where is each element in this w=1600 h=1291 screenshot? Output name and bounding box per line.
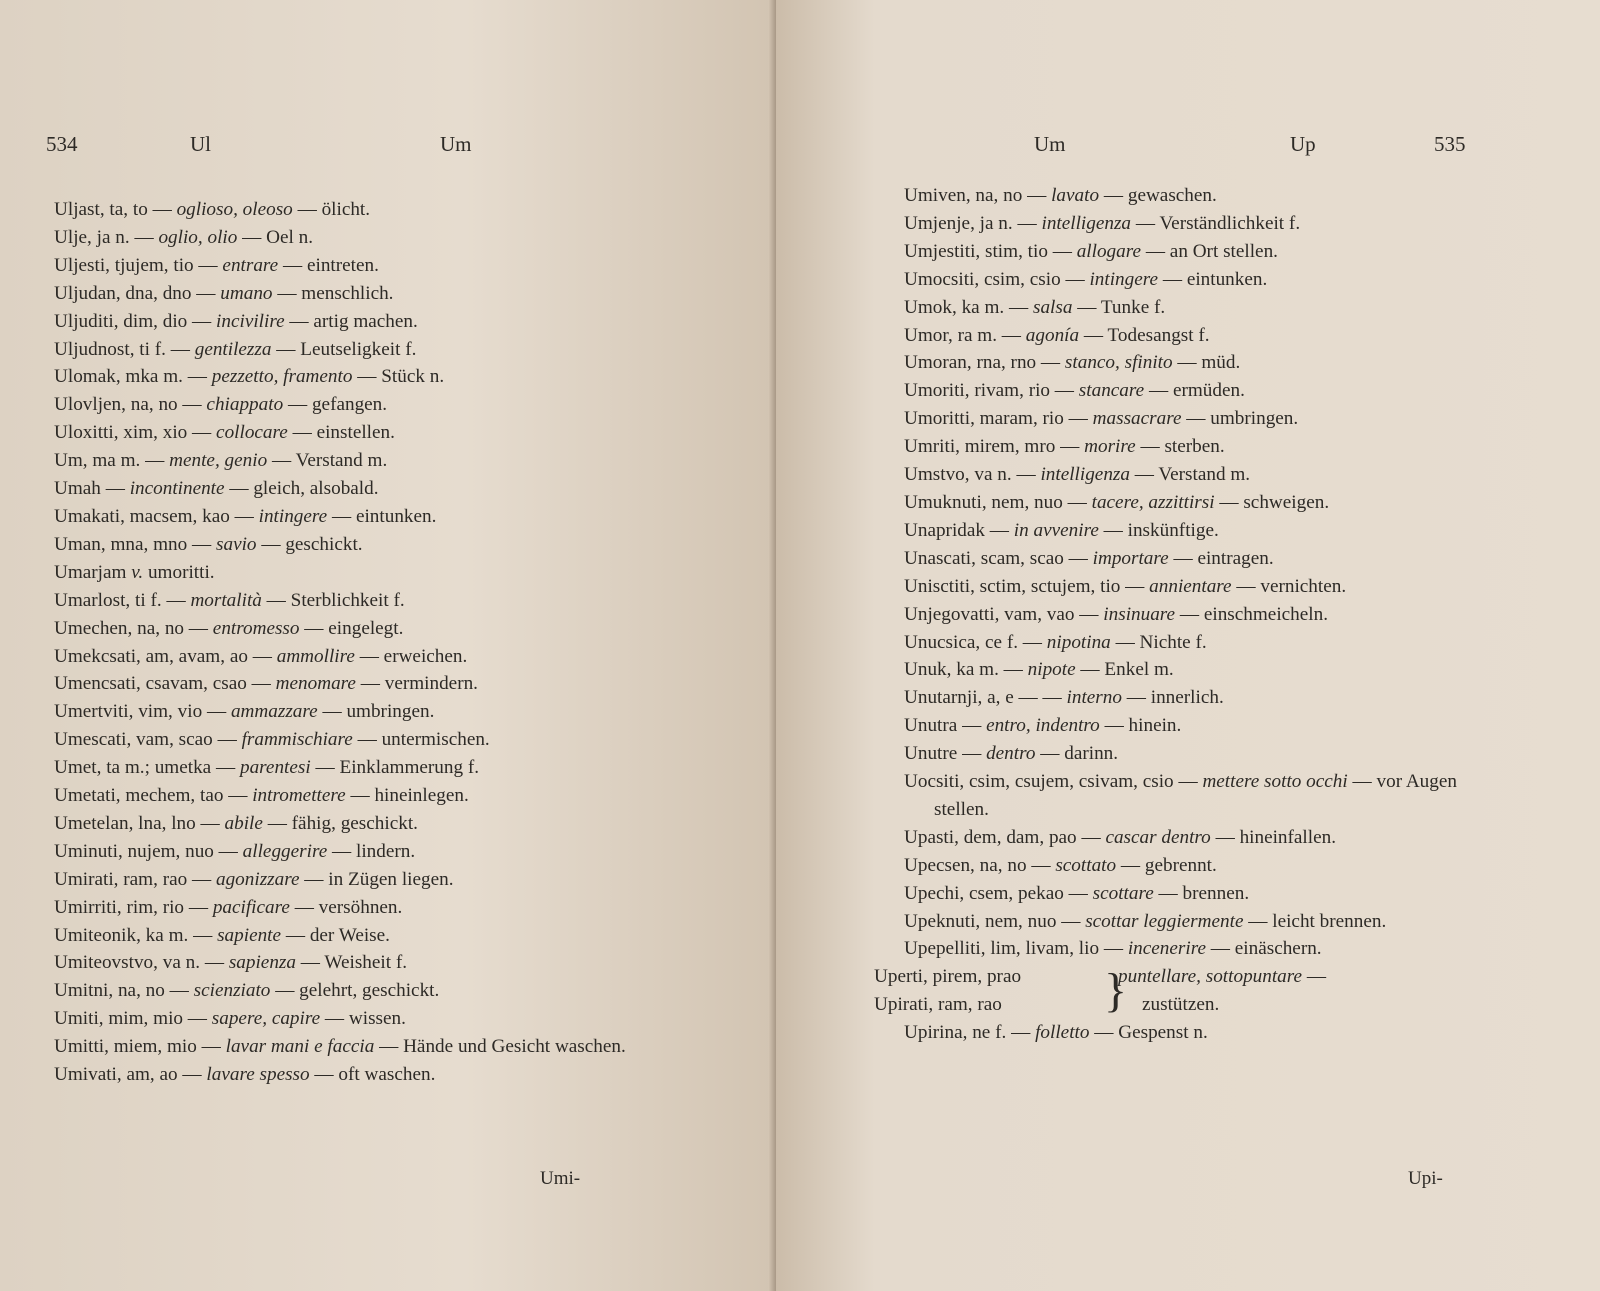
german-gloss: — in Zügen liegen. [304,868,454,890]
dictionary-entry [54,196,644,224]
headword: Umitni, na, no — [54,980,189,1002]
german-gloss: — hineinlegen. [350,785,469,807]
dictionary-entry [54,838,644,866]
headword: Uljudnost, ti f. — [54,338,190,360]
dictionary-entry [54,475,644,503]
italian-gloss: oglioso, oleoso [176,199,293,220]
headword: Umoriti, rivam, rio — [904,380,1074,402]
german-gloss: — eingelegt. [304,617,404,639]
german-gloss: — eintunken. [1162,268,1268,290]
left-entry-list [54,196,644,1089]
headword: Um, ma m. — [54,450,165,472]
italian-gloss: massacrare [1092,408,1182,430]
dictionary-entry [904,908,1486,936]
german-gloss: — gebrennt. [1120,854,1217,876]
headword: Uminuti, nujem, nuo — [54,840,238,862]
italian-gloss: entro, indentro [986,715,1100,737]
headword: Umechen, na, no — [54,617,208,639]
headword: Umriti, mirem, mro — [904,436,1080,458]
headword: Upasti, dem, dam, pao — [904,826,1101,848]
german-gloss: — einstellen. [292,422,395,444]
dictionary-entry [54,643,644,671]
right-page [776,0,1600,1291]
brace-icon: } [1104,964,1128,1018]
italian-gloss: lavare spesso [206,1064,310,1086]
italian-gloss: puntellare, sottopuntare [1118,966,1303,988]
german-gloss: — innerlich. [1126,687,1224,709]
italian-gloss: intelligenza [1040,464,1130,486]
italian-gloss: entromesso [212,617,300,639]
german-gloss: — Verstand m. [271,450,388,472]
german-gloss: — untermischen. [357,729,490,751]
dictionary-entry [54,866,644,894]
german-gloss: zustützen. [1142,994,1220,1016]
italian-gloss: nipote [1027,659,1076,681]
german-gloss: — Gespenst n. [1094,1022,1208,1044]
german-gloss: — gelehrt, geschickt. [275,980,440,1002]
italian-gloss: v. [131,561,144,583]
german-gloss: — versöhnen. [294,896,403,918]
headword: Uman, mna, mno — [54,533,212,555]
italian-gloss: lavar mani e faccia [225,1036,375,1058]
headword: Unascati, scam, scao — [904,547,1088,569]
german-gloss: — ölicht. [297,199,371,220]
headword: Umok, ka m. — [904,296,1029,318]
brace-group [874,963,1486,1019]
headword: Ulje, ja n. — [54,226,154,248]
dictionary-entry [54,1061,644,1089]
german-gloss: — Weisheit f. [300,952,408,974]
headword: Umstvo, va n. — [904,464,1036,486]
italian-gloss: gentilezza [194,338,272,360]
headword: Upecsen, na, no — [904,854,1051,876]
italian-gloss: scienziato [193,980,271,1002]
italian-gloss: intelligenza [1041,212,1132,234]
german-gloss: — einäschern. [1210,938,1322,960]
german-gloss: — einschmeicheln. [1179,603,1328,625]
german-gloss: — müd. [1177,352,1241,374]
german-gloss: — umbringen. [1186,408,1299,430]
headword: Umarlost, ti f. — [54,589,186,611]
italian-gloss: ammollire [276,645,355,667]
german-gloss: — Oel n. [242,226,314,248]
dictionary-entry [904,1019,1486,1047]
catchword: Umi- [540,1168,581,1189]
italian-gloss: interno [1066,687,1122,709]
dictionary-entry [54,922,644,950]
german-gloss: — darinn. [1040,743,1119,765]
headword: Uljudan, dna, dno — [54,282,216,304]
right-entry-list [874,182,1486,1047]
headword: Unapridak — [904,519,1009,541]
headword: Upechi, csem, pekao — [904,882,1088,904]
running-head-left: Ul [190,132,211,156]
dictionary-entry [904,405,1486,433]
headword: Umor, ra m. — [904,324,1021,346]
headword: Unuk, ka m. — [904,659,1023,681]
italian-gloss: scottare [1092,882,1154,904]
italian-gloss: savio [216,533,257,555]
headword: Unisctiti, sctim, sctujem, tio — [904,575,1145,597]
dictionary-entry [54,503,644,531]
headword: Umet, ta m.; umetka — [54,757,236,779]
german-gloss: — gewaschen. [1103,185,1217,206]
headword: Unucsica, ce f. — [904,631,1042,653]
headword: Unjegovatti, vam, vao — [904,603,1099,625]
headword: Umetati, mechem, tao — [54,785,248,807]
german-gloss: — vernichten. [1236,575,1347,597]
german-gloss: umoritti. [147,561,215,583]
dictionary-entry [904,824,1486,852]
italian-gloss: agonía [1025,324,1080,346]
italian-gloss: in avvenire [1013,519,1099,541]
headword: Umocsiti, csim, csio — [904,268,1085,290]
italian-gloss: pezzetto, framento [211,366,353,388]
headword: Upepelliti, lim, livam, lio — [904,938,1124,960]
headword: Umoritti, maram, rio — [904,408,1088,430]
dictionary-entry [874,963,1486,991]
italian-gloss: collocare [216,422,288,444]
german-gloss: — leicht brennen. [1248,910,1387,932]
german-gloss: — vermindern. [360,673,478,695]
german-gloss: — hineinfallen. [1215,826,1336,848]
dictionary-entry [54,754,644,782]
headword: Uperti, pirem, prao [874,966,1022,988]
italian-gloss: stancare [1078,380,1145,402]
german-gloss: — Tunke f. [1077,296,1166,318]
dictionary-entry [54,419,644,447]
italian-gloss: dentro [986,743,1036,765]
german-gloss: — Leutseligkeit f. [276,338,417,360]
dictionary-entry [54,336,644,364]
dictionary-entry [54,280,644,308]
italian-gloss: tacere, azzittirsi [1091,491,1215,513]
german-gloss: — Verständlichkeit f. [1135,212,1301,234]
headword: Umjenje, ja n. — [904,212,1037,234]
left-page [0,0,775,1291]
headword: Umekcsati, am, avam, ao — [54,645,272,667]
dictionary-entry [904,712,1486,740]
german-gloss: — eintragen. [1173,547,1274,569]
italian-gloss: allogare [1076,240,1142,262]
dictionary-entry [904,601,1486,629]
german-gloss: — eintunken. [331,505,437,527]
italian-gloss: parentesi [239,757,311,779]
dictionary-entry [904,880,1486,908]
italian-gloss: umano [220,282,273,304]
dictionary-entry [904,545,1486,573]
dictionary-entry [54,615,644,643]
italian-gloss: menomare [275,673,356,695]
italian-gloss: intingere [258,505,328,527]
headword: Umivati, am, ao — [54,1064,202,1086]
italian-gloss: incontinente [129,478,225,500]
dictionary-entry [874,991,1486,1019]
german-gloss: — der Weise. [285,924,390,946]
headword: Umirati, ram, rao — [54,868,212,890]
dictionary-entry [54,224,644,252]
italian-gloss: mortalità [190,589,262,611]
dictionary-entry [904,573,1486,601]
italian-gloss: incivilire [216,310,285,332]
italian-gloss: chiappato [206,394,284,416]
dictionary-entry [904,656,1486,684]
dictionary-entry [904,377,1486,405]
dictionary-entry [54,252,644,280]
headword: Unutre — [904,743,982,765]
german-gloss: — inskünftige. [1103,519,1219,541]
dictionary-entry [904,238,1486,266]
italian-gloss: intingere [1089,268,1159,290]
german-gloss: — geschickt. [261,533,363,555]
italian-gloss: scottar leggiermente [1085,910,1244,932]
german-gloss: — ermüden. [1148,380,1245,402]
german-gloss: — umbringen. [322,701,435,723]
headword: Umiteovstvo, va n. — [54,952,225,974]
italian-gloss: stanco, sfinito [1064,352,1173,374]
headword: Umescati, vam, scao — [54,729,237,751]
headword: Uloxitti, xim, xio — [54,422,212,444]
dictionary-entry [54,391,644,419]
german-gloss: — Todesangst f. [1083,324,1210,346]
italian-gloss: morire [1084,436,1136,458]
headword: Umencsati, csavam, csao — [54,673,271,695]
headword: Umetelan, lna, lno — [54,812,220,834]
italian-gloss: alleggerire [242,840,328,862]
italian-gloss: intromettere [252,785,346,807]
german-gloss: — hinein. [1104,715,1182,737]
headword: Uljast, ta, to — [54,199,172,220]
page-number: 534 [46,132,78,156]
headword: Umirriti, rim, rio — [54,896,209,918]
italian-gloss: lavato [1051,185,1100,206]
italian-gloss: mente, genio [169,450,268,472]
headword: Umah — [54,478,125,500]
italian-gloss: cascar dentro [1105,826,1211,848]
italian-gloss: sapienza [228,952,296,974]
italian-gloss: mettere sotto occhi [1202,771,1348,793]
italian-gloss: incenerire [1127,938,1206,960]
german-gloss: — Hände und Gesicht waschen. [379,1036,626,1058]
dictionary-entry [904,433,1486,461]
german-gloss: — [1306,966,1327,988]
page-number: 535 [1434,132,1466,156]
italian-gloss: ammazzare [230,701,318,723]
dictionary-entry [904,461,1486,489]
dictionary-entry [54,670,644,698]
italian-gloss: salsa [1032,296,1073,318]
italian-gloss: agonizzare [215,868,300,890]
italian-gloss: entrare [222,254,279,276]
headword: Ulovljen, na, no — [54,394,202,416]
running-head-center: Um [440,132,472,156]
dictionary-entry [54,726,644,754]
dictionary-entry [904,322,1486,350]
german-gloss: — Einklammerung f. [315,757,480,779]
headword: Umitti, miem, mio — [54,1036,221,1058]
italian-gloss: scottato [1055,854,1117,876]
german-gloss: — oft waschen. [314,1064,436,1086]
german-gloss: — Nichte f. [1115,631,1207,653]
headword: Umuknuti, nem, nuo — [904,491,1087,513]
dictionary-entry [54,977,644,1005]
headword: Umiven, na, no — [904,185,1047,206]
dictionary-entry [54,531,644,559]
dictionary-entry [54,1033,644,1061]
italian-gloss: importare [1092,547,1169,569]
headword: Umertviti, vim, vio — [54,701,227,723]
dictionary-entry [54,363,644,391]
dictionary-entry [904,629,1486,657]
italian-gloss: sapiente [217,924,282,946]
headword: Upirati, ram, rao [874,994,1002,1016]
dictionary-entry [54,698,644,726]
german-gloss: — menschlich. [277,282,394,304]
dictionary-entry [904,517,1486,545]
dictionary-entry [904,935,1486,963]
headword: Unutarnji, a, e — — [904,687,1062,709]
headword: Umiti, mim, mio — [54,1008,207,1030]
german-gloss: — lindern. [332,840,416,862]
german-gloss: — schweigen. [1219,491,1330,513]
headword: Upeknuti, nem, nuo — [904,910,1081,932]
german-gloss: — Enkel m. [1080,659,1174,681]
dictionary-entry [54,308,644,336]
dictionary-entry [904,684,1486,712]
headword: Umiteonik, ka m. — [54,924,213,946]
german-gloss: — erweichen. [359,645,468,667]
german-gloss: — eintreten. [283,254,379,276]
dictionary-entry [904,349,1486,377]
dictionary-entry [54,559,644,587]
italian-gloss: pacificare [212,896,290,918]
german-gloss: — vor Augen stellen. [934,771,1457,820]
italian-gloss: annientare [1149,575,1232,597]
dictionary-entry [54,447,644,475]
german-gloss: — Stück n. [357,366,445,388]
dictionary-entry [54,949,644,977]
german-gloss: — Verstand m. [1134,464,1251,486]
german-gloss: — brennen. [1158,882,1250,904]
headword: Uocsiti, csim, csujem, csivam, csio — [904,771,1198,793]
dictionary-entry [904,266,1486,294]
dictionary-entry [54,782,644,810]
catchword: Upi- [1408,1168,1443,1189]
italian-gloss: folletto [1035,1022,1090,1044]
italian-gloss: nipotina [1046,631,1111,653]
headword: Upirina, ne f. — [904,1022,1031,1044]
dictionary-entry [904,489,1486,517]
german-gloss: — Sterblichkeit f. [266,589,405,611]
german-gloss: — gefangen. [287,394,388,416]
dictionary-entry [904,210,1486,238]
italian-gloss: abile [224,812,263,834]
dictionary-entry [904,768,1486,824]
dictionary-entry [54,810,644,838]
italian-gloss: insinuare [1103,603,1176,625]
headword: Uljesti, tjujem, tio — [54,254,218,276]
headword: Umoran, rna, rno — [904,352,1061,374]
headword: Ulomak, mka m. — [54,366,207,388]
italian-gloss: oglio, olio [158,226,238,248]
german-gloss: — artig machen. [289,310,418,332]
italian-gloss: frammischiare [241,729,353,751]
german-gloss: — wissen. [324,1008,406,1030]
german-gloss: — fähig, geschickt. [267,812,418,834]
headword: Uljuditi, dim, dio — [54,310,212,332]
headword: Umarjam [54,561,127,583]
dictionary-entry [904,294,1486,322]
dictionary-entry [54,587,644,615]
dictionary-entry [904,182,1486,210]
headword: Unutra — [904,715,982,737]
german-gloss: — sterben. [1140,436,1225,458]
german-gloss: — gleich, alsobald. [229,478,379,500]
dictionary-entry [904,852,1486,880]
italian-gloss: sapere, capire [211,1008,321,1030]
german-gloss: — an Ort stellen. [1145,240,1278,262]
dictionary-entry [904,740,1486,768]
running-head-right: Up [1290,132,1316,156]
running-head-center: Um [1034,132,1066,156]
headword: Umakati, macsem, kao — [54,505,254,527]
headword: Umjestiti, stim, tio — [904,240,1072,262]
dictionary-entry [54,894,644,922]
dictionary-entry [54,1005,644,1033]
